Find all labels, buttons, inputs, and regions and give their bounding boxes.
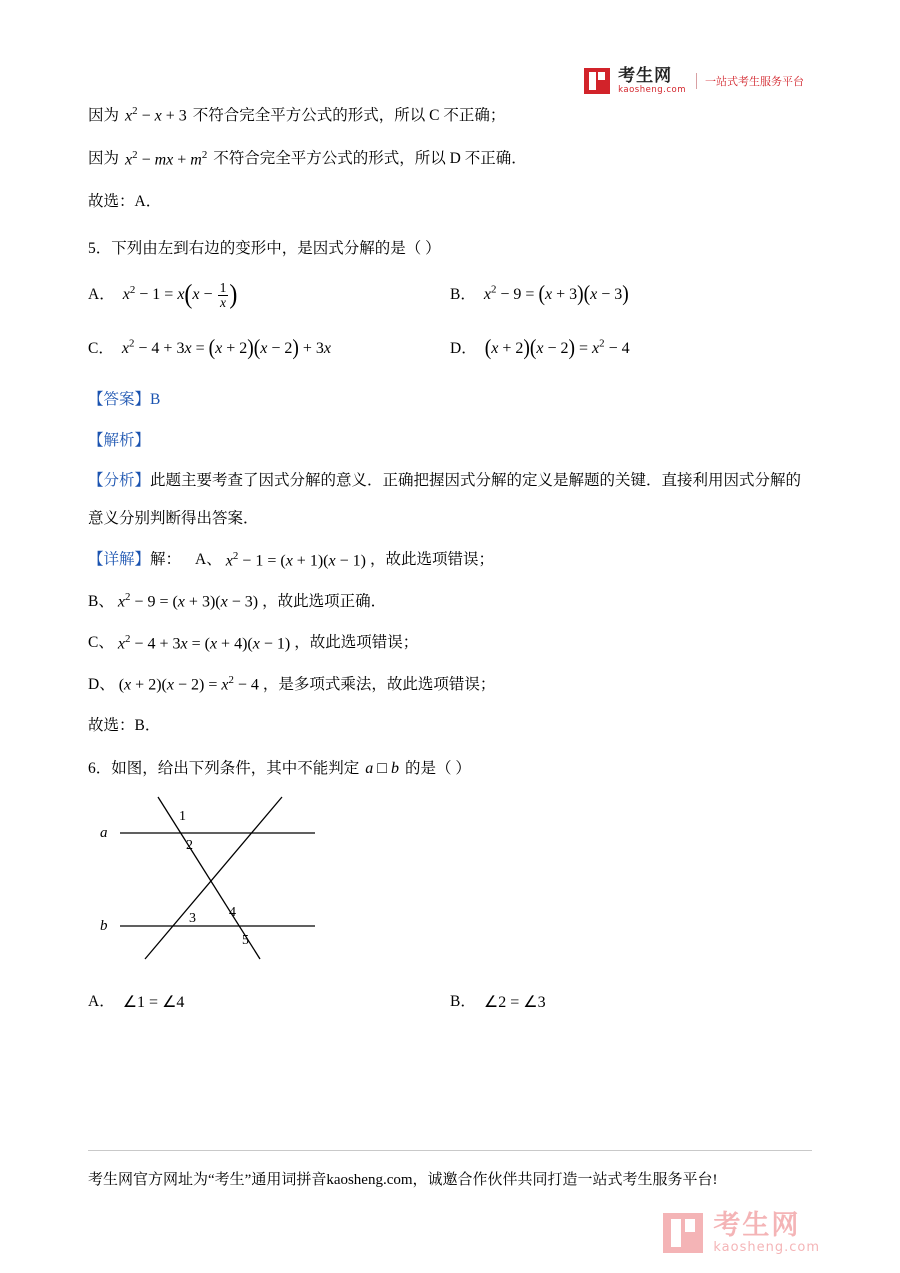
q6-choice-a-label: A． bbox=[88, 993, 115, 1011]
paragraph-reason-d bbox=[88, 148, 812, 172]
figure-angle-5: 5 bbox=[242, 932, 249, 948]
choice-d-label: D． bbox=[450, 339, 477, 357]
choice-b-label: B． bbox=[450, 286, 476, 304]
detail-b-expression: $x^2 - 9 = (x + 3)(x - 3)$ bbox=[117, 591, 259, 611]
question-5-choice-d[interactable] bbox=[450, 335, 812, 363]
question-6-choices-row bbox=[88, 991, 812, 1014]
detail-c-tail: ，故此选项错误； bbox=[294, 634, 419, 652]
fenxi-text-2: 意义分别判断得出答案． bbox=[88, 510, 259, 528]
question-6-text-part1: 6．如图，给出下列条件，其中不能判定 bbox=[88, 759, 360, 777]
choice-c-expression: $x^2 - 4 + 3x = (x + 2)(x - 2) + 3x$ bbox=[121, 336, 332, 360]
detail-a-expression: $x^2 - 1 = (x + 1)(x - 1)$ bbox=[225, 549, 366, 570]
footer-divider bbox=[88, 1150, 812, 1151]
answer-line bbox=[88, 389, 812, 411]
question-6-choice-b[interactable] bbox=[450, 991, 812, 1014]
logo-mark-icon bbox=[584, 68, 610, 94]
fenxi-label: 【分析】 bbox=[88, 472, 151, 489]
detail-d-expression: $(x + 2)(x - 2) = x^2 - 4$ bbox=[118, 674, 259, 694]
reason-d-expression: $x^2$ − mx + $m^2$ bbox=[125, 148, 208, 168]
question-5-choice-a[interactable] bbox=[88, 278, 450, 313]
question-5-choice-b[interactable] bbox=[450, 278, 812, 313]
reason-d-prefix: 因为 bbox=[88, 150, 120, 168]
figure-label-b: b bbox=[100, 917, 108, 934]
geometry-figure bbox=[100, 787, 360, 977]
watermark-logo-icon bbox=[663, 1213, 703, 1253]
logo-domain: kaosheng.com bbox=[618, 84, 686, 95]
logo-title: 考生网 bbox=[618, 66, 673, 86]
question-5-choice-c[interactable] bbox=[88, 335, 450, 363]
q6-choice-b-expression: ∠2 = ∠3 bbox=[483, 993, 546, 1011]
question-6-expression: a □ b bbox=[365, 760, 399, 778]
question-6-stem bbox=[88, 757, 812, 780]
conclusion-a bbox=[88, 191, 812, 213]
fenxi-text-1: 此题主要考查了因式分解的意义．正确把握因式分解的定义是解题的关键．直接利用因式分解的 bbox=[150, 472, 802, 489]
conclusion-b bbox=[88, 715, 812, 737]
figure-label-a: a bbox=[100, 824, 108, 841]
figure-angle-3: 3 bbox=[189, 910, 196, 926]
reason-c-prefix: 因为 bbox=[88, 106, 120, 124]
choice-b-expression: $x^2 - 9 = (x + 3)(x - 3)$ bbox=[483, 282, 629, 307]
figure-angle-2: 2 bbox=[186, 837, 193, 853]
watermark-title: 考生网 bbox=[713, 1210, 801, 1242]
reason-c-suffix: 不符合完全平方公式的形式，所以 C 不正确； bbox=[192, 106, 506, 124]
choice-a-expression: $x^2 - 1 = x(x$ − $\frac{1}{x}$ ) bbox=[122, 279, 238, 310]
detail-d-sep: 、 bbox=[99, 676, 115, 693]
detail-b-label: B bbox=[88, 592, 99, 610]
detail-b-sep: 、 bbox=[98, 592, 114, 610]
choice-c-label: C． bbox=[88, 339, 114, 357]
choice-a-label: A． bbox=[88, 286, 115, 304]
detail-c-expression: $x^2 - 4 + 3x = (x + 4)(x - 1)$ bbox=[117, 632, 291, 653]
conclusion-b-text: 故选：B． bbox=[88, 717, 161, 734]
detail-c-sep: 、 bbox=[98, 634, 114, 652]
detail-a-tail: ，故此选项错误； bbox=[369, 551, 494, 569]
reason-c-expression: $x^2 - x + 3$ bbox=[125, 105, 187, 125]
footer-watermark bbox=[663, 1211, 820, 1255]
detail-a-label: A bbox=[195, 551, 207, 569]
xiangjie-line-b bbox=[88, 590, 812, 614]
geometry-figure-svg bbox=[100, 787, 360, 977]
detail-c-label: C bbox=[88, 634, 99, 652]
paragraph-reason-c bbox=[88, 104, 812, 128]
logo-slogan: 一站式考生服务平台 bbox=[696, 73, 804, 89]
xiangjie-lead: 解： bbox=[150, 551, 182, 569]
analysis-header bbox=[88, 430, 812, 452]
xiangjie-line-a bbox=[88, 549, 812, 573]
logo-text bbox=[618, 68, 686, 95]
figure-angle-1: 1 bbox=[179, 808, 186, 824]
xiangjie-line-d bbox=[88, 673, 812, 697]
fenxi-paragraph-2 bbox=[88, 508, 812, 530]
q6-choice-b-label: B． bbox=[450, 993, 476, 1011]
site-logo bbox=[584, 68, 804, 95]
conclusion-a-text: 故选：A． bbox=[88, 193, 162, 211]
document-body bbox=[88, 104, 812, 1032]
choice-d-expression: $(x + 2)(x - 2) = x^2 - 4$ bbox=[484, 336, 630, 360]
detail-a-sep: 、 bbox=[206, 551, 222, 569]
xiangjie-line-c bbox=[88, 632, 812, 656]
footer-text: 考生网官方网址为“考生”通用词拼音kaosheng.com，诚邀合作伙伴共同打造一站式考生服务平台! bbox=[88, 1172, 718, 1188]
question-6-choice-a[interactable] bbox=[88, 991, 450, 1014]
reason-d-suffix: 不符合完全平方公式的形式，所以 D 不正确． bbox=[213, 150, 527, 168]
detail-d-tail: ，是多项式乘法，故此选项错误； bbox=[262, 676, 496, 693]
question-5-stem bbox=[88, 238, 812, 260]
detail-d-label: D bbox=[88, 676, 100, 693]
fenxi-paragraph-1 bbox=[88, 470, 812, 492]
figure-angle-4: 4 bbox=[229, 904, 236, 920]
question-5-text: 5．下列由左到右边的变形中，是因式分解的是（ ） bbox=[88, 239, 441, 257]
watermark-domain: kaosheng.com bbox=[713, 1239, 820, 1255]
analysis-label: 【解析】 bbox=[88, 431, 151, 449]
detail-b-tail: ，故此选项正确． bbox=[262, 592, 387, 610]
answer-text: 【答案】B bbox=[88, 391, 161, 409]
question-6-text-part2: 的是（ ） bbox=[404, 759, 471, 777]
q6-choice-a-expression: ∠1 = ∠4 bbox=[122, 993, 185, 1011]
question-5-choices-row-1 bbox=[88, 278, 812, 313]
question-5-choices-row-2 bbox=[88, 335, 812, 363]
watermark-text bbox=[713, 1211, 820, 1255]
xiangjie-label: 【详解】 bbox=[88, 551, 151, 569]
